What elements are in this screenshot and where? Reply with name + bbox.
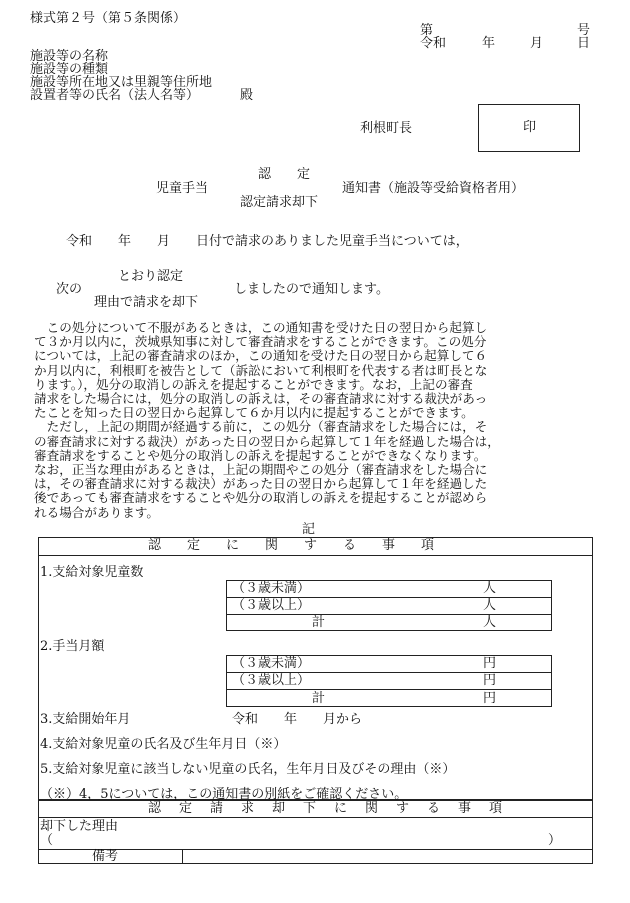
seal-mark: 印 [523, 120, 537, 135]
children-total-label: 計 [312, 615, 326, 630]
start-month-value: 令和 年 月から [232, 712, 363, 727]
intro-option-approve: とおり認定 [118, 269, 184, 284]
amount-under3-unit: 円 [483, 656, 497, 671]
appeal-line: なお，正当な理由があるときは，上記の期間やこの処分（審査請求をした場合に [34, 462, 488, 478]
attachment-note: （※）4，5については，この通知書の別紙をご確認ください。 [40, 787, 408, 802]
intro-option-reject: 理由で請求を却下 [94, 295, 199, 310]
intro-line: 令和 年 月 日付で請求のありました児童手当については， [66, 234, 469, 249]
nintei-heading: 認定に関する事項 [148, 538, 461, 553]
children-under3-label: （３歳未満） [232, 581, 311, 596]
ki-label: 記 [302, 522, 316, 537]
addressee-honorific: 殿 [240, 88, 254, 103]
children-over3-unit: 人 [483, 598, 497, 613]
date-day: 日 [577, 36, 591, 51]
appeal-line: たことを知った日の翌日から起算して６か月以内に提起することができます。 [34, 405, 474, 421]
appeal-notice-text [34, 321, 589, 520]
appeal-line: ただし，上記の期間が経過する前に，この処分（審査請求をした場合には，そ [34, 419, 488, 435]
appeal-line: れる場合があります。 [34, 504, 159, 520]
nintei-heading-divider [38, 555, 593, 556]
title-kyakka: 認定請求却下 [240, 195, 319, 210]
reason-open-paren: （ [40, 833, 54, 848]
intro-tsugi: 次の [56, 282, 83, 297]
appeal-line: 後であっても審査請求をすることや処分の取消しの訴えを提起することが認めら [34, 490, 488, 506]
amount-over3-label: （３歳以上） [232, 673, 311, 688]
item-monthly-amount: 2.手当月額 [40, 639, 105, 654]
appeal-line: 審査請求をすることや処分の取消しの訴えを提起することができなくなります。 [34, 447, 487, 463]
children-under3-unit: 人 [483, 581, 497, 596]
remarks-divider [38, 849, 593, 850]
addressee-founder: 設置者等の氏名（法人名等） [30, 88, 200, 103]
date-year: 年 [482, 36, 496, 51]
title-notice: 通知書（施設等受給資格者用） [342, 181, 525, 196]
addressee-address: 施設等所在地又は里親等住所地 [30, 75, 213, 90]
item-children-count: 1.支給対象児童数 [40, 565, 144, 580]
appeal-line: 請求をした場合には，処分の取消しの訴えは，その審査請求に対する裁決があっ [34, 391, 488, 407]
remarks-label: 備考 [92, 849, 119, 864]
kyakka-heading-divider [38, 817, 593, 818]
item-start-month: 3.支給開始年月 [40, 712, 131, 727]
addressee-facility-type: 施設等の種類 [30, 62, 109, 77]
intro-tail: しましたので通知します。 [234, 282, 389, 297]
item-non-eligible: 5.支給対象児童に該当しない児童の氏名，生年月日及びその理由（※） [40, 762, 456, 777]
appeal-line: か月以内に，利根町を被告として（訴訟において利根町を代表する者は町長とな [34, 362, 488, 378]
reason-close-paren: ） [548, 833, 562, 848]
appeal-line: については，上記の審査請求のほか，この通知を受けた日の翌日から起算して６ [34, 348, 488, 364]
doc-number-prefix: 第 [420, 23, 434, 38]
rejection-reason-label: 却下した理由 [40, 819, 119, 834]
children-total-unit: 人 [483, 615, 497, 630]
amount-over3-unit: 円 [483, 673, 497, 688]
title-jidou-teate: 児童手当 [156, 181, 209, 196]
table-divider [226, 689, 552, 690]
appeal-line: て３か月以内に，茨城県知事に対して審査請求をすることができます。この処分 [34, 334, 487, 350]
date-era: 令和 [420, 36, 447, 51]
amount-total-label: 計 [312, 691, 326, 706]
kyakka-heading: 認定請求却下に関する事項 [148, 801, 521, 816]
appeal-line: の審査請求に対する裁決）があった日の翌日から起算して１年を経過した場合は， [34, 433, 500, 449]
seal-box [478, 104, 580, 152]
issuer-name: 利根町長 [360, 121, 413, 136]
item-child-names: 4.支給対象児童の氏名及び生年月日（※） [40, 737, 287, 752]
appeal-line: ります。），処分の取消しの訴えを提起することができます。なお，上記の審査 [34, 376, 473, 392]
amount-under3-label: （３歳未満） [232, 656, 311, 671]
appeal-line: この処分について不服があるときは，この通知書を受けた日の翌日から起算し [34, 320, 488, 335]
date-month: 月 [530, 36, 544, 51]
addressee-facility-name: 施設等の名称 [30, 49, 109, 64]
form-number: 様式第２号（第５条関係） [30, 11, 187, 26]
amount-total-unit: 円 [483, 691, 497, 706]
children-over3-label: （３歳以上） [232, 598, 311, 613]
remarks-column-divider [182, 849, 183, 864]
table-divider [226, 614, 552, 615]
title-nintei: 認 定 [258, 167, 311, 182]
doc-number-suffix: 号 [577, 23, 591, 38]
appeal-line: は，その審査請求に対する裁決）があった日の翌日から起算して１年を経過した [34, 476, 488, 492]
